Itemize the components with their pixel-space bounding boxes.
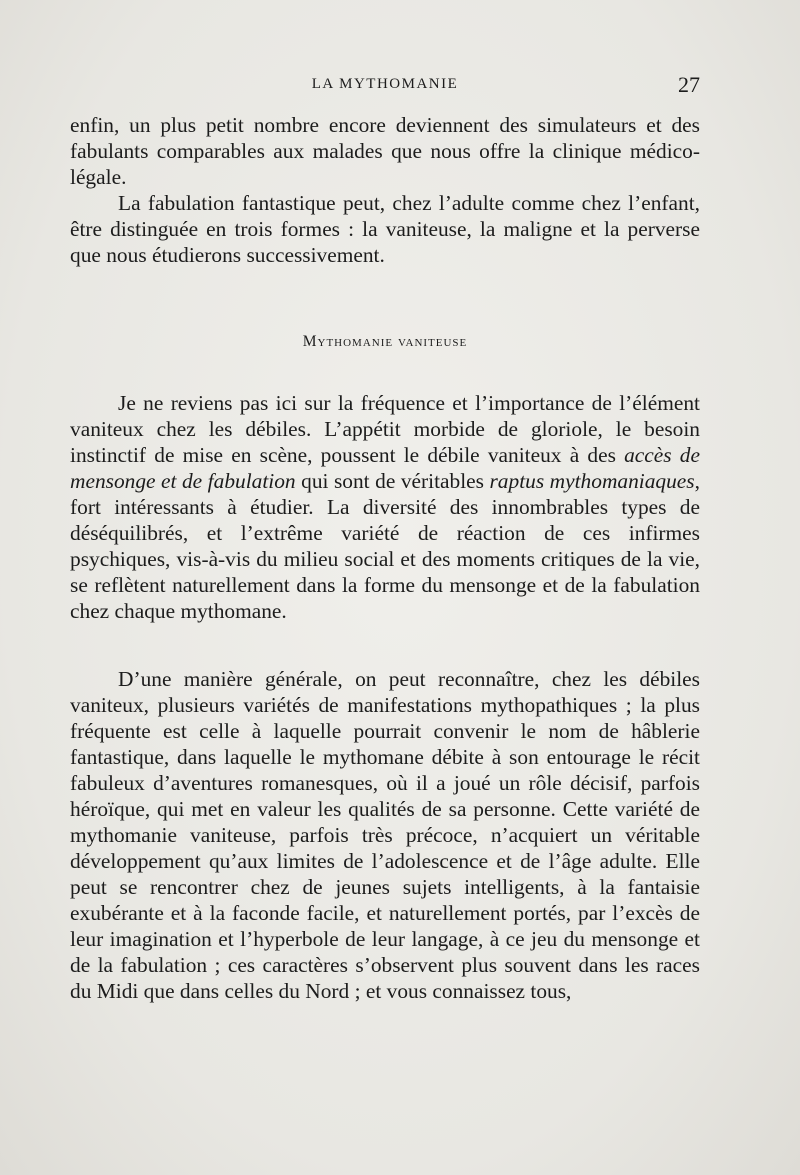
running-head <box>70 72 700 102</box>
running-title: LA MYTHOMANIE <box>311 76 459 92</box>
paragraph-continued <box>70 112 700 190</box>
paragraph-text: La fabulation fantastique peut, chez l’adulte comme chez l’enfant, être distinguée en trois formes : la vaniteuse, la maligne et la perverse que nous étudierons successivement. <box>70 191 700 267</box>
text-run: qui sont de véritables <box>295 469 490 493</box>
paragraph-debiles-vaniteux <box>70 390 700 624</box>
section-heading: Mythomanie vaniteuse <box>302 333 468 350</box>
italic-phrase: accès de mensonge et de fabulation <box>70 443 701 493</box>
text-run: , fort intéressants à étudier. La diversité des innombrables types de déséquilibrés, et l’extrême variété de réaction de ces infirmes psychiques, vis-à-vis du milieu social et des moments critiques de la vie, se reflètent naturellement dans la forme du mensonge et de la fabulation chez chaque mythomane. <box>70 469 700 623</box>
paragraph-text: enfin, un plus petit nombre encore deviennent des simulateurs et des fabulants comparables aux malades que nous offre la clinique médico-légale. <box>70 113 700 189</box>
paragraph-text <box>70 390 700 624</box>
italic-phrase: raptus mythomaniaques <box>489 469 695 493</box>
paragraph-text: D’une manière générale, on peut reconnaître, chez les débiles vaniteux, plusieurs variétés de manifestations mythopathiques ; la plus fréquente est celle à laquelle pourrait convenir le nom de hâblerie fantastique, dans laquelle le mythomane débite à son entourage le récit fabuleux d’aventures romanesques, où il a joué un rôle décisif, parfois héroïque, qui met en valeur les qualités de sa personne. Cette variété de mythomanie vaniteuse, parfois très précoce, n’acquiert un véritable développement qu’aux limites de l’adolescence et de l’âge adulte. Elle peut se rencontrer chez de jeunes sujets intelligents, à la fantaisie exubérante et à la faconde facile, et naturellement portés, par l’excès de leur imagination et l’hyperbole de leur langage, à ce jeu du mensonge et de la fabulation ; ces caractères s’observent plus souvent dans les races du Midi que dans celles du Nord ; et vous connaissez tous, <box>70 667 700 1003</box>
paragraph-hablerie <box>70 666 700 1004</box>
text-run: Je ne reviens pas ici sur la fréquence et l’importance de l’élément vaniteux chez les débiles. L’appétit morbide de gloriole, le besoin instinctif de mise en scène, poussent le débile vaniteux à des <box>70 391 700 467</box>
page-number: 27 <box>678 72 700 97</box>
paragraph-fabulation-forms <box>70 190 700 268</box>
